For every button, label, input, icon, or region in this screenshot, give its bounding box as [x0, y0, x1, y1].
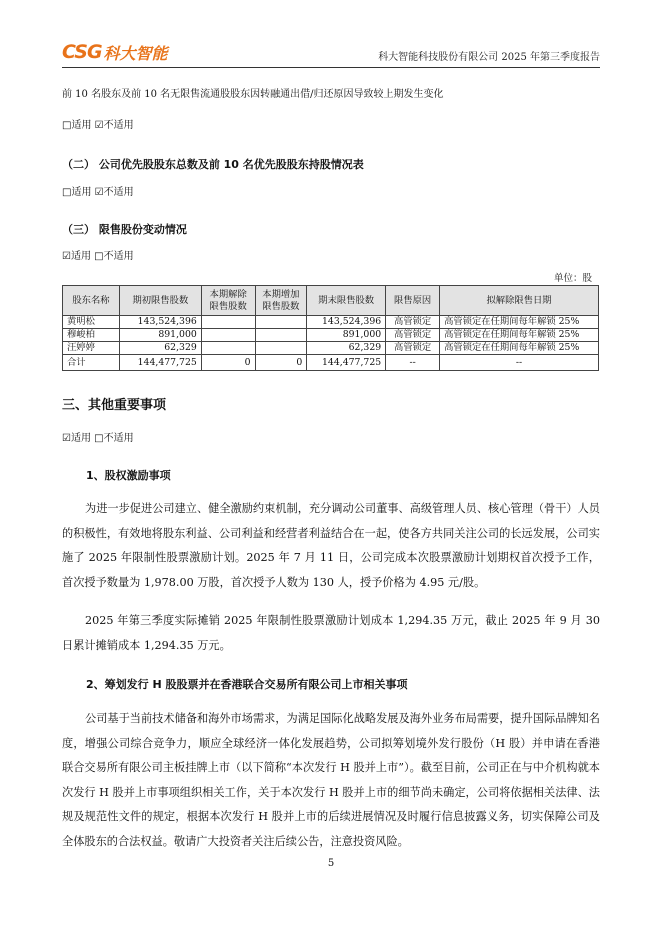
cell-release-date: 高管锁定在任期间每年解锁 25%: [440, 342, 599, 355]
cell-reason: 高管锁定: [386, 329, 440, 342]
col-header: 期初限售股数: [119, 286, 201, 316]
equity-incentive-paragraph-2: 2025 年第三季度实际摊销 2025 年限制性股票激励计划成本 1,294.35 万元，截止 2025 年 9 月 30 日累计摊销成本 1,294.35 万元。: [62, 614, 600, 652]
table-total-row: [63, 355, 599, 371]
table-unit: 单位：股: [553, 273, 592, 284]
cell-added: [255, 342, 307, 355]
equity-incentive-heading: 1、股权激励事项: [86, 469, 171, 482]
logo-cn-text: 科大智能: [103, 43, 168, 63]
cell-released: [201, 316, 255, 329]
report-title: 科大智能科技股份有限公司 2025 年第三季度报告: [378, 52, 600, 63]
col-header: 期末限售股数: [307, 286, 386, 316]
col-header: 限售原因: [386, 286, 440, 316]
preferred-shares-heading: （二） 公司优先股股东总数及前 10 名优先股股东持股情况表: [62, 158, 364, 171]
lend-note-options: □适用 ☑不适用: [62, 120, 134, 131]
other-matters-heading: 三、其他重要事项: [62, 398, 167, 413]
logo-latin-text: CSG: [62, 41, 102, 63]
cell-total-end: 144,477,725: [307, 355, 386, 371]
table-row: [63, 316, 599, 329]
cell-total-reason: --: [386, 355, 440, 371]
cell-total-begin: 144,477,725: [119, 355, 201, 371]
cell-holder: 黄明松: [63, 316, 120, 329]
restricted-shares-options: ☑适用 □不适用: [62, 251, 134, 262]
table-header-row: [63, 286, 599, 316]
cell-released: [201, 329, 255, 342]
company-logo: [62, 40, 168, 64]
cell-added: [255, 316, 307, 329]
cell-begin: 62,329: [119, 342, 201, 355]
cell-added: [255, 329, 307, 342]
col-header: 本期解除限售股数: [201, 286, 255, 316]
page-header: [62, 38, 600, 68]
cell-end: 143,524,396: [307, 316, 386, 329]
cell-reason: 高管锁定: [386, 316, 440, 329]
cell-released: [201, 342, 255, 355]
h-share-heading: 2、筹划发行 H 股股票并在香港联合交易所有限公司上市相关事项: [86, 678, 408, 691]
table-row: [63, 342, 599, 355]
col-header: 拟解除限售日期: [440, 286, 599, 316]
table-row: [63, 329, 599, 342]
cell-total-released: 0: [201, 355, 255, 371]
cell-end: 62,329: [307, 342, 386, 355]
cell-begin: 891,000: [119, 329, 201, 342]
cell-release-date: 高管锁定在任期间每年解锁 25%: [440, 329, 599, 342]
cell-reason: 高管锁定: [386, 342, 440, 355]
cell-total-added: 0: [255, 355, 307, 371]
other-matters-options: ☑适用 □不适用: [62, 433, 134, 444]
cell-total-release-date: --: [440, 355, 599, 371]
cell-total-label: 合计: [63, 355, 120, 371]
cell-holder: 穆峻柏: [63, 329, 120, 342]
preferred-shares-options: □适用 ☑不适用: [62, 187, 134, 198]
col-header: 本期增加限售股数: [255, 286, 307, 316]
restricted-shares-table: [62, 285, 599, 371]
cell-begin: 143,524,396: [119, 316, 201, 329]
cell-release-date: 高管锁定在任期间每年解锁 25%: [440, 316, 599, 329]
cell-holder: 汪婷婷: [63, 342, 120, 355]
col-header: 股东名称: [63, 286, 120, 316]
page-number: 5: [327, 858, 335, 869]
lend-note-text: 前 10 名股东及前 10 名无限售流通股股东因转融通出借/归还原因导致较上期发生变化: [62, 89, 444, 100]
restricted-shares-heading: （三） 限售股份变动情况: [62, 223, 187, 236]
equity-incentive-paragraph-1: 为进一步促进公司建立、健全激励约束机制，充分调动公司董事、高级管理人员、核心管理（骨干）人员的积极性，有效地将股东利益、公司利益和经营者利益结合在一起，使各方共同关注公司的长远发展，公司实施了 2025 年限制性股票激励计划。2025 年 7 月 11 日，公司完成本次股票激励计划期权首次授予工作，首次授予数量为 1,978.00 万股，首次授予人数为 130 人，授予价格为 4.95 元/股。: [62, 502, 600, 589]
h-share-paragraph: 公司基于当前技术储备和海外市场需求，为满足国际化战略发展及海外业务布局需要，提升国际品牌知名度，增强公司综合竞争力，顺应全球经济一体化发展趋势，公司拟筹划境外发行股份（H 股）并申请在香港联合交易所有限公司主板挂牌上市（以下简称“本次发行 H 股并上市”）。截至目前，公司正在与中介机构就本次发行 H 股并上市事项组织相关工作，关于本次发行 H 股并上市的细节尚未确定，公司将依据相关法律、法规及规范性文件的规定，根据本次发行 H 股并上市的后续进展情况及时履行信息披露义务，切实保障公司及全体股东的合法权益。敬请广大投资者关注后续公告，注意投资风险。: [62, 712, 600, 848]
cell-end: 891,000: [307, 329, 386, 342]
